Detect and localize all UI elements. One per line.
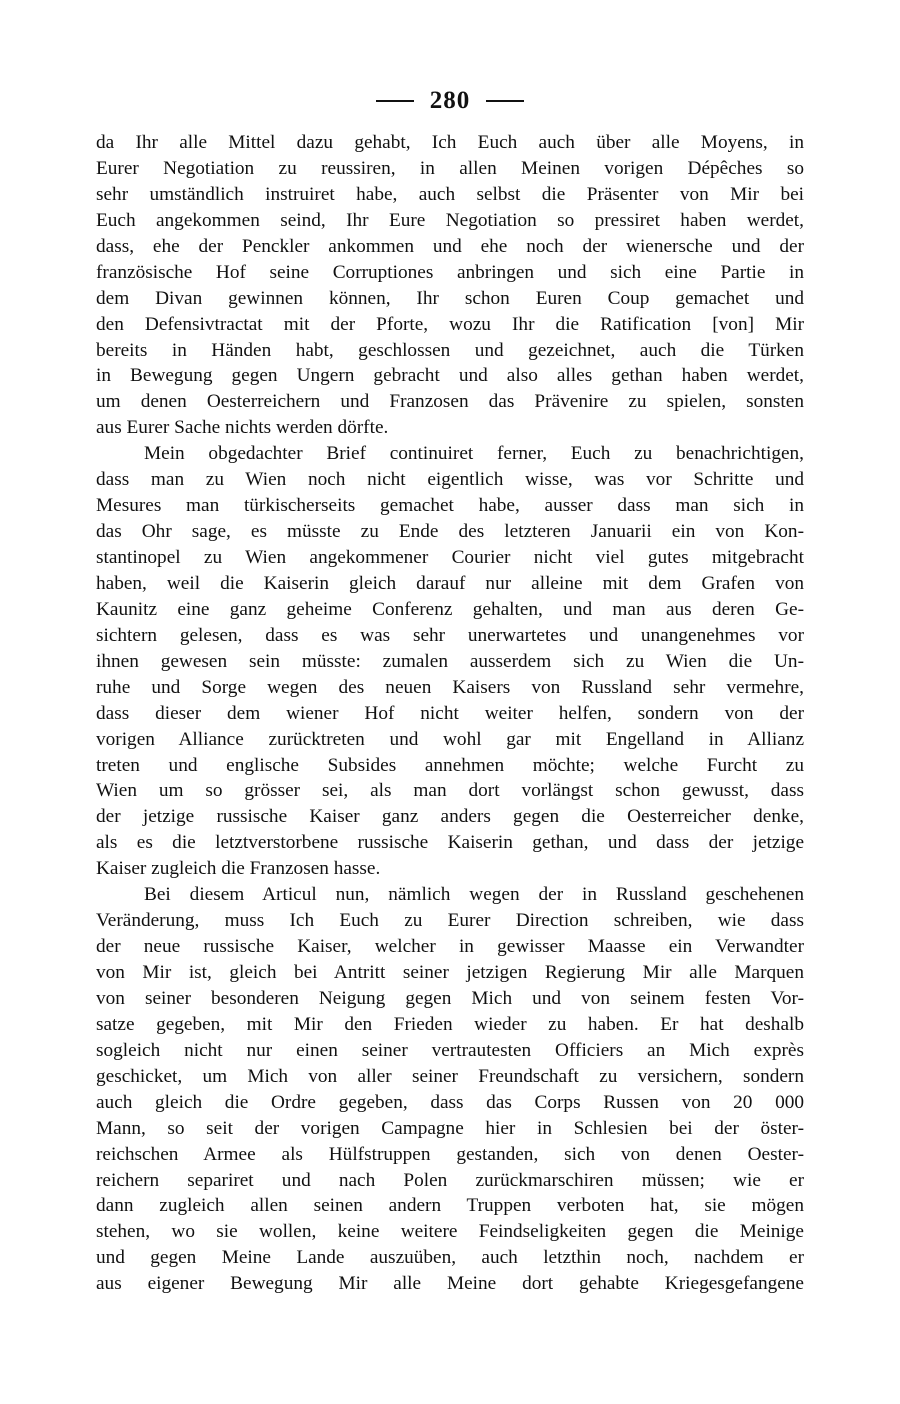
text-line: der neue russische Kaiser, welcher in gewisser Maasse ein Verwandter (96, 936, 804, 958)
text-line: satze gegeben, mit Mir den Frieden wieder zu haben. Er hat deshalb (96, 1013, 804, 1035)
text-line: Kaunitz eine ganz geheime Conferenz gehalten, und man aus deren Ge- (96, 598, 804, 620)
text-line: stehen, wo sie wollen, keine weitere Feindseligkeiten gegen die Meinige (96, 1221, 804, 1243)
text-line: vorigen Alliance zurücktreten und wohl gar mit Engelland in Allianz (96, 728, 804, 750)
text-line: dass man zu Wien noch nicht eigentlich wisse, was vor Schritte und (96, 469, 804, 491)
page-number: 280 (429, 87, 471, 114)
text-line: das Ohr sage, es müsste zu Ende des letzteren Januarii ein von Kon- (96, 521, 804, 543)
text-line: Wien um so grösser sei, als man dort vorlängst schon gewusst, dass (96, 780, 804, 802)
page-header (0, 84, 900, 118)
text-line: reichern separiret und nach Polen zurückmarschiren müssen; wie er (96, 1169, 804, 1191)
text-line: von Mir ist, gleich bei Antritt seiner jetzigen Regierung Mir alle Marquen (96, 962, 804, 983)
text-line: ihnen gewesen sein müsste: zumalen ausserdem sich zu Wien die Un- (96, 650, 804, 672)
body-text (96, 130, 804, 1297)
header-dash-right (486, 100, 524, 102)
text-line: bereits in Händen habt, geschlossen und gezeichnet, auch die Türken (96, 339, 804, 361)
text-line: Veränderung, muss Ich Euch zu Eurer Direction schreiben, wie dass (96, 910, 804, 932)
text-line: um denen Oesterreichern und Franzosen das Prävenire zu spielen, sonsten (96, 391, 804, 413)
header-dash-left (376, 100, 414, 102)
text-line: französische Hof seine Corruptiones anbringen und sich eine Partie in (96, 261, 804, 283)
text-line: Mesures man türkischerseits gemachet habe, ausser dass man sich in (96, 495, 804, 517)
text-line: den Defensivtractat mit der Pforte, wozu Ihr die Ratification [von] Mir (96, 313, 804, 335)
text-line: stantinopel zu Wien angekommener Courier nicht viel gutes mitgebracht (96, 547, 804, 568)
text-line: Mein obgedachter Brief continuiret ferner, Euch zu benachrichtigen, (144, 443, 804, 465)
text-line: sogleich nicht nur einen seiner vertrautesten Officiers an Mich exprès (96, 1039, 804, 1061)
text-line: Kaiser zugleich die Franzosen hasse. (96, 858, 381, 880)
text-line: geschicket, um Mich von aller seiner Freundschaft zu versichern, sondern (96, 1065, 804, 1087)
text-line: sichtern gelesen, dass es was sehr unerwartetes und unangenehmes vor (96, 624, 804, 646)
text-line: aus eigener Bewegung Mir alle Meine dort gehabte Kriegesgefangene (96, 1273, 804, 1295)
text-line: ruhe und Sorge wegen des neuen Kaisers von Russland sehr vermehre, (96, 676, 804, 698)
text-line: aus Eurer Sache nichts werden dörfte. (96, 417, 389, 439)
text-line: und gegen Meine Lande auszuüben, auch letzthin noch, nachdem er (96, 1247, 804, 1269)
text-line: Bei diesem Articul nun, nämlich wegen der in Russland geschehenen (144, 884, 804, 906)
text-line: dem Divan gewinnen können, Ihr schon Euren Coup gemachet und (96, 287, 804, 309)
text-line: haben, weil die Kaiserin gleich darauf nur alleine mit dem Grafen von (96, 572, 804, 594)
text-line: Eurer Negotiation zu reussiren, in allen Meinen vorigen Dépêches so (96, 157, 804, 179)
text-line: da Ihr alle Mittel dazu gehabt, Ich Euch auch über alle Moyens, in (96, 132, 804, 153)
text-line: von seiner besonderen Neigung gegen Mich und von seinem festen Vor- (96, 987, 804, 1009)
text-line: der jetzige russische Kaiser ganz anders gegen die Oesterreicher denke, (96, 806, 804, 828)
text-line: dass dieser dem wiener Hof nicht weiter helfen, sondern von der (96, 702, 804, 724)
text-line: auch gleich die Ordre gegeben, dass das Corps Russen von 20 000 (96, 1091, 804, 1113)
text-line: in Bewegung gegen Ungern gebracht und also alles gethan haben werdet, (96, 365, 804, 387)
text-line: reichschen Armee als Hülfstruppen gestanden, sich von denen Oester- (96, 1143, 804, 1165)
text-line: als es die letztverstorbene russische Kaiserin gethan, und dass der jetzige (96, 832, 804, 854)
text-line: Mann, so seit der vorigen Campagne hier in Schlesien bei der öster- (96, 1117, 804, 1139)
text-line: treten und englische Subsides annehmen möchte; welche Furcht zu (96, 754, 804, 776)
text-line: dann zugleich allen seinen andern Truppen verboten hat, sie mögen (96, 1195, 804, 1217)
text-line: dass, ehe der Penckler ankommen und ehe noch der wienersche und der (96, 235, 804, 257)
text-line: Euch angekommen seind, Ihr Eure Negotiation so pressiret haben werdet, (96, 209, 804, 231)
text-line: sehr umständlich instruiret habe, auch selbst die Präsenter von Mir bei (96, 183, 804, 205)
